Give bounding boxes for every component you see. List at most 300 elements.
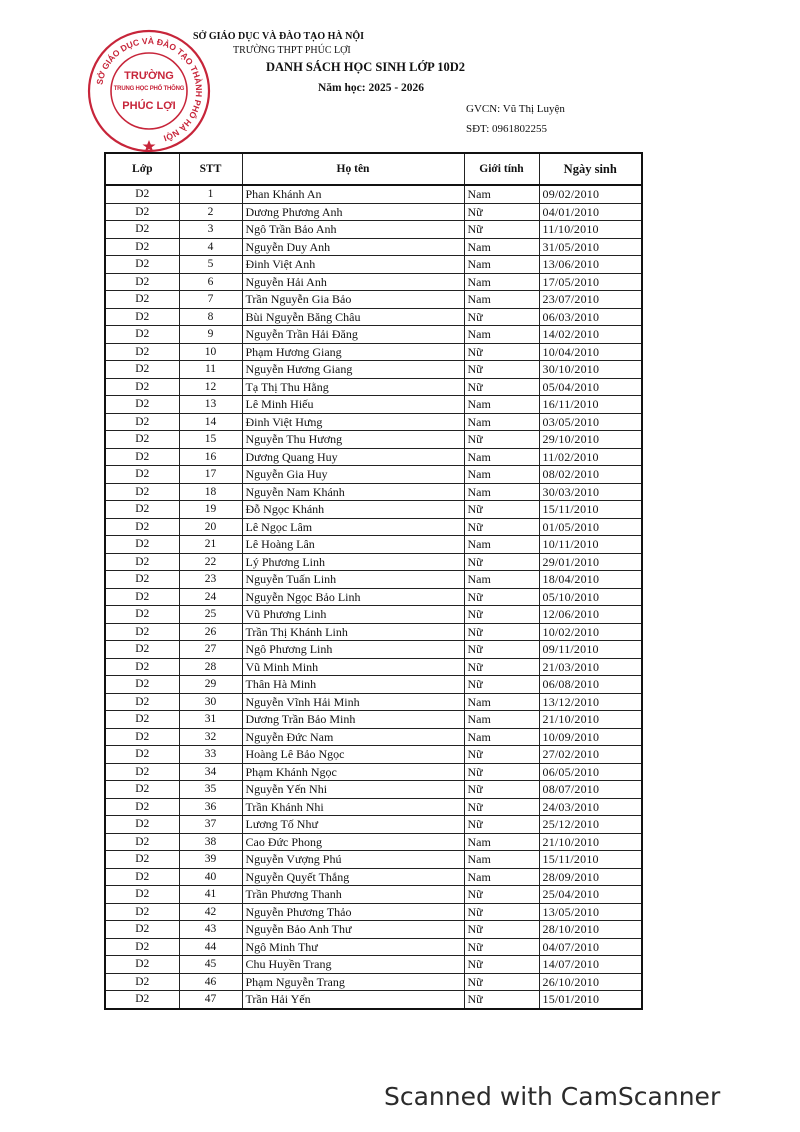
name-cell: Tạ Thị Thu Hằng — [242, 378, 464, 396]
name-cell: Bùi Nguyễn Băng Châu — [242, 308, 464, 326]
class-cell: D2 — [105, 816, 179, 834]
class-cell: D2 — [105, 938, 179, 956]
gender-cell: Nữ — [464, 221, 539, 239]
name-cell: Lương Tố Như — [242, 816, 464, 834]
name-cell: Phạm Khánh Ngọc — [242, 763, 464, 781]
name-cell: Ngô Trần Bảo Anh — [242, 221, 464, 239]
table-row — [105, 641, 642, 659]
table-row — [105, 781, 642, 799]
number-cell: 10 — [179, 343, 242, 361]
table-row — [105, 291, 642, 309]
birthdate-cell: 13/06/2010 — [539, 256, 642, 274]
number-cell: 16 — [179, 448, 242, 466]
table-row — [105, 763, 642, 781]
school-name: TRƯỜNG THPT PHÚC LỢI — [233, 45, 351, 56]
name-cell: Vũ Minh Minh — [242, 658, 464, 676]
name-cell: Nguyễn Vĩnh Hải Minh — [242, 693, 464, 711]
seal-line-3: PHÚC LỢI — [122, 100, 176, 112]
birthdate-cell: 12/06/2010 — [539, 606, 642, 624]
table-row — [105, 536, 642, 554]
table-row — [105, 483, 642, 501]
number-cell: 6 — [179, 273, 242, 291]
name-cell: Nguyễn Nam Khánh — [242, 483, 464, 501]
gender-cell: Nữ — [464, 641, 539, 659]
number-cell: 45 — [179, 956, 242, 974]
birthdate-cell: 17/05/2010 — [539, 273, 642, 291]
number-cell: 40 — [179, 868, 242, 886]
name-cell: Vũ Phương Linh — [242, 606, 464, 624]
gender-cell: Nam — [464, 396, 539, 414]
gender-cell: Nam — [464, 273, 539, 291]
table-row — [105, 273, 642, 291]
number-cell: 35 — [179, 781, 242, 799]
name-cell: Phan Khánh An — [242, 185, 464, 203]
name-cell: Nguyễn Đức Nam — [242, 728, 464, 746]
column-header-birthdate: Ngày sinh — [539, 153, 642, 185]
name-cell: Nguyễn Hương Giang — [242, 361, 464, 379]
gender-cell: Nữ — [464, 623, 539, 641]
birthdate-cell: 28/09/2010 — [539, 868, 642, 886]
name-cell: Trần Thị Khánh Linh — [242, 623, 464, 641]
name-cell: Nguyễn Phương Thảo — [242, 903, 464, 921]
gender-cell: Nữ — [464, 553, 539, 571]
gender-cell: Nữ — [464, 203, 539, 221]
table-row — [105, 816, 642, 834]
gender-cell: Nam — [464, 185, 539, 203]
table-row — [105, 693, 642, 711]
class-cell: D2 — [105, 676, 179, 694]
birthdate-cell: 30/03/2010 — [539, 483, 642, 501]
seal-line-1: TRƯỜNG — [124, 70, 174, 82]
class-cell: D2 — [105, 693, 179, 711]
name-cell: Nguyễn Gia Huy — [242, 466, 464, 484]
class-cell: D2 — [105, 256, 179, 274]
name-cell: Cao Đức Phong — [242, 833, 464, 851]
birthdate-cell: 25/04/2010 — [539, 886, 642, 904]
gender-cell: Nam — [464, 483, 539, 501]
table-header-row — [105, 153, 642, 185]
gender-cell: Nữ — [464, 378, 539, 396]
class-cell: D2 — [105, 326, 179, 344]
number-cell: 22 — [179, 553, 242, 571]
column-header-number: STT — [179, 153, 242, 185]
number-cell: 41 — [179, 886, 242, 904]
class-cell: D2 — [105, 991, 179, 1009]
gender-cell: Nữ — [464, 606, 539, 624]
table-body — [105, 185, 642, 1009]
birthdate-cell: 15/11/2010 — [539, 501, 642, 519]
name-cell: Nguyễn Yến Nhi — [242, 781, 464, 799]
class-cell: D2 — [105, 606, 179, 624]
birthdate-cell: 29/10/2010 — [539, 431, 642, 449]
gender-cell: Nam — [464, 238, 539, 256]
name-cell: Phạm Hương Giang — [242, 343, 464, 361]
gender-cell: Nam — [464, 413, 539, 431]
teacher-phone: SĐT: 0961802255 — [466, 123, 548, 135]
name-cell: Nguyễn Bảo Anh Thư — [242, 921, 464, 939]
gender-cell: Nữ — [464, 973, 539, 991]
class-cell: D2 — [105, 711, 179, 729]
number-cell: 26 — [179, 623, 242, 641]
class-cell: D2 — [105, 536, 179, 554]
class-cell: D2 — [105, 851, 179, 869]
number-cell: 25 — [179, 606, 242, 624]
birthdate-cell: 10/09/2010 — [539, 728, 642, 746]
birthdate-cell: 21/10/2010 — [539, 711, 642, 729]
gender-cell: Nam — [464, 571, 539, 589]
number-cell: 43 — [179, 921, 242, 939]
name-cell: Đinh Việt Hưng — [242, 413, 464, 431]
birthdate-cell: 14/02/2010 — [539, 326, 642, 344]
gender-cell: Nữ — [464, 956, 539, 974]
number-cell: 24 — [179, 588, 242, 606]
name-cell: Ngô Minh Thư — [242, 938, 464, 956]
class-cell: D2 — [105, 396, 179, 414]
class-cell: D2 — [105, 921, 179, 939]
number-cell: 8 — [179, 308, 242, 326]
table-row — [105, 851, 642, 869]
seal-ring-text: SỞ GIÁO DỤC VÀ ĐÀO TẠO THÀNH PHỐ HÀ NỘI — [94, 35, 205, 144]
birthdate-cell: 04/07/2010 — [539, 938, 642, 956]
table-row — [105, 921, 642, 939]
birthdate-cell: 09/02/2010 — [539, 185, 642, 203]
homeroom-teacher: GVCN: Vũ Thị Luyện — [466, 103, 565, 115]
class-cell: D2 — [105, 518, 179, 536]
gender-cell: Nữ — [464, 763, 539, 781]
gender-cell: Nữ — [464, 938, 539, 956]
number-cell: 46 — [179, 973, 242, 991]
birthdate-cell: 30/10/2010 — [539, 361, 642, 379]
document-title: DANH SÁCH HỌC SINH LỚP 10D2 — [266, 60, 465, 74]
birthdate-cell: 09/11/2010 — [539, 641, 642, 659]
name-cell: Thân Hà Minh — [242, 676, 464, 694]
class-cell: D2 — [105, 466, 179, 484]
gender-cell: Nữ — [464, 816, 539, 834]
birthdate-cell: 15/11/2010 — [539, 851, 642, 869]
number-cell: 19 — [179, 501, 242, 519]
number-cell: 32 — [179, 728, 242, 746]
number-cell: 33 — [179, 746, 242, 764]
gender-cell: Nam — [464, 711, 539, 729]
gender-cell: Nữ — [464, 431, 539, 449]
class-cell: D2 — [105, 641, 179, 659]
number-cell: 30 — [179, 693, 242, 711]
table-row — [105, 606, 642, 624]
name-cell: Hoàng Lê Bảo Ngọc — [242, 746, 464, 764]
table-row — [105, 711, 642, 729]
name-cell: Nguyễn Trần Hải Đăng — [242, 326, 464, 344]
table-row — [105, 396, 642, 414]
class-cell: D2 — [105, 238, 179, 256]
class-cell: D2 — [105, 658, 179, 676]
table-row — [105, 361, 642, 379]
name-cell: Nguyễn Vượng Phú — [242, 851, 464, 869]
class-cell: D2 — [105, 571, 179, 589]
class-cell: D2 — [105, 431, 179, 449]
birthdate-cell: 13/12/2010 — [539, 693, 642, 711]
table-row — [105, 501, 642, 519]
school-seal — [86, 28, 212, 154]
name-cell: Dương Trần Bảo Minh — [242, 711, 464, 729]
birthdate-cell: 29/01/2010 — [539, 553, 642, 571]
number-cell: 39 — [179, 851, 242, 869]
class-cell: D2 — [105, 483, 179, 501]
birthdate-cell: 25/12/2010 — [539, 816, 642, 834]
number-cell: 31 — [179, 711, 242, 729]
gender-cell: Nữ — [464, 903, 539, 921]
class-cell: D2 — [105, 798, 179, 816]
birthdate-cell: 26/10/2010 — [539, 973, 642, 991]
birthdate-cell: 01/05/2010 — [539, 518, 642, 536]
table-row — [105, 571, 642, 589]
column-header-gender: Giới tính — [464, 153, 539, 185]
table-row — [105, 518, 642, 536]
birthdate-cell: 11/02/2010 — [539, 448, 642, 466]
birthdate-cell: 21/10/2010 — [539, 833, 642, 851]
birthdate-cell: 06/05/2010 — [539, 763, 642, 781]
number-cell: 2 — [179, 203, 242, 221]
gender-cell: Nam — [464, 536, 539, 554]
gender-cell: Nữ — [464, 501, 539, 519]
name-cell: Đinh Việt Anh — [242, 256, 464, 274]
birthdate-cell: 05/04/2010 — [539, 378, 642, 396]
number-cell: 38 — [179, 833, 242, 851]
class-cell: D2 — [105, 588, 179, 606]
table-row — [105, 623, 642, 641]
number-cell: 21 — [179, 536, 242, 554]
class-cell: D2 — [105, 868, 179, 886]
school-year: Năm học: 2025 - 2026 — [318, 82, 425, 94]
name-cell: Lê Hoàng Lân — [242, 536, 464, 554]
table-row — [105, 658, 642, 676]
column-header-name: Họ tên — [242, 153, 464, 185]
class-cell: D2 — [105, 343, 179, 361]
gender-cell: Nữ — [464, 746, 539, 764]
name-cell: Trần Hải Yến — [242, 991, 464, 1009]
number-cell: 34 — [179, 763, 242, 781]
table-row — [105, 798, 642, 816]
table-row — [105, 991, 642, 1009]
birthdate-cell: 31/05/2010 — [539, 238, 642, 256]
number-cell: 4 — [179, 238, 242, 256]
gender-cell: Nữ — [464, 361, 539, 379]
birthdate-cell: 16/11/2010 — [539, 396, 642, 414]
class-cell: D2 — [105, 203, 179, 221]
table-row — [105, 448, 642, 466]
gender-cell: Nam — [464, 291, 539, 309]
table-row — [105, 308, 642, 326]
gender-cell: Nam — [464, 851, 539, 869]
class-cell: D2 — [105, 185, 179, 203]
gender-cell: Nữ — [464, 991, 539, 1009]
name-cell: Ngô Phương Linh — [242, 641, 464, 659]
gender-cell: Nữ — [464, 886, 539, 904]
table-row — [105, 886, 642, 904]
class-cell: D2 — [105, 903, 179, 921]
table-row — [105, 466, 642, 484]
table-row — [105, 746, 642, 764]
number-cell: 23 — [179, 571, 242, 589]
table-row — [105, 413, 642, 431]
class-cell: D2 — [105, 728, 179, 746]
name-cell: Lê Ngọc Lâm — [242, 518, 464, 536]
birthdate-cell: 04/01/2010 — [539, 203, 642, 221]
table-row — [105, 326, 642, 344]
class-cell: D2 — [105, 308, 179, 326]
number-cell: 29 — [179, 676, 242, 694]
table-row — [105, 868, 642, 886]
gender-cell: Nữ — [464, 658, 539, 676]
number-cell: 44 — [179, 938, 242, 956]
name-cell: Lê Minh Hiếu — [242, 396, 464, 414]
name-cell: Trần Khánh Nhi — [242, 798, 464, 816]
class-cell: D2 — [105, 291, 179, 309]
birthdate-cell: 18/04/2010 — [539, 571, 642, 589]
birthdate-cell: 14/07/2010 — [539, 956, 642, 974]
table-row — [105, 833, 642, 851]
name-cell: Dương Quang Huy — [242, 448, 464, 466]
name-cell: Phạm Nguyễn Trang — [242, 973, 464, 991]
name-cell: Trần Nguyễn Gia Bảo — [242, 291, 464, 309]
birthdate-cell: 05/10/2010 — [539, 588, 642, 606]
number-cell: 17 — [179, 466, 242, 484]
birthdate-cell: 08/02/2010 — [539, 466, 642, 484]
number-cell: 13 — [179, 396, 242, 414]
name-cell: Chu Huyền Trang — [242, 956, 464, 974]
name-cell: Trần Phương Thanh — [242, 886, 464, 904]
class-cell: D2 — [105, 956, 179, 974]
name-cell: Đỗ Ngọc Khánh — [242, 501, 464, 519]
birthdate-cell: 10/04/2010 — [539, 343, 642, 361]
gender-cell: Nam — [464, 833, 539, 851]
table-row — [105, 676, 642, 694]
table-row — [105, 238, 642, 256]
class-cell: D2 — [105, 378, 179, 396]
gender-cell: Nữ — [464, 676, 539, 694]
birthdate-cell: 06/03/2010 — [539, 308, 642, 326]
table-row — [105, 938, 642, 956]
gender-cell: Nữ — [464, 781, 539, 799]
department-name: SỞ GIÁO DỤC VÀ ĐÀO TẠO HÀ NỘI — [193, 31, 365, 42]
number-cell: 1 — [179, 185, 242, 203]
birthdate-cell: 11/10/2010 — [539, 221, 642, 239]
class-cell: D2 — [105, 361, 179, 379]
name-cell: Lý Phương Linh — [242, 553, 464, 571]
gender-cell: Nữ — [464, 921, 539, 939]
gender-cell: Nam — [464, 448, 539, 466]
birthdate-cell: 28/10/2010 — [539, 921, 642, 939]
number-cell: 14 — [179, 413, 242, 431]
gender-cell: Nữ — [464, 343, 539, 361]
number-cell: 28 — [179, 658, 242, 676]
class-cell: D2 — [105, 553, 179, 571]
gender-cell: Nam — [464, 868, 539, 886]
name-cell: Nguyễn Duy Anh — [242, 238, 464, 256]
table-row — [105, 956, 642, 974]
table-row — [105, 903, 642, 921]
number-cell: 27 — [179, 641, 242, 659]
table-row — [105, 256, 642, 274]
class-cell: D2 — [105, 763, 179, 781]
name-cell: Nguyễn Quyết Thắng — [242, 868, 464, 886]
table-row — [105, 185, 642, 203]
name-cell: Nguyễn Thu Hương — [242, 431, 464, 449]
name-cell: Nguyễn Tuấn Linh — [242, 571, 464, 589]
student-roster-table — [104, 152, 643, 1010]
table-row — [105, 343, 642, 361]
name-cell: Nguyễn Ngọc Bảo Linh — [242, 588, 464, 606]
birthdate-cell: 08/07/2010 — [539, 781, 642, 799]
gender-cell: Nam — [464, 256, 539, 274]
number-cell: 12 — [179, 378, 242, 396]
class-cell: D2 — [105, 448, 179, 466]
name-cell: Nguyễn Hải Anh — [242, 273, 464, 291]
gender-cell: Nam — [464, 466, 539, 484]
table-header — [105, 153, 642, 185]
number-cell: 20 — [179, 518, 242, 536]
seal-line-2: TRUNG HỌC PHỔ THÔNG — [113, 86, 185, 92]
table-row — [105, 203, 642, 221]
birthdate-cell: 10/11/2010 — [539, 536, 642, 554]
table-row — [105, 221, 642, 239]
table-row — [105, 553, 642, 571]
birthdate-cell: 15/01/2010 — [539, 991, 642, 1009]
gender-cell: Nữ — [464, 308, 539, 326]
table-row — [105, 973, 642, 991]
birthdate-cell: 23/07/2010 — [539, 291, 642, 309]
class-cell: D2 — [105, 886, 179, 904]
number-cell: 42 — [179, 903, 242, 921]
gender-cell: Nam — [464, 693, 539, 711]
class-cell: D2 — [105, 746, 179, 764]
class-cell: D2 — [105, 221, 179, 239]
number-cell: 11 — [179, 361, 242, 379]
birthdate-cell: 27/02/2010 — [539, 746, 642, 764]
number-cell: 3 — [179, 221, 242, 239]
table-row — [105, 588, 642, 606]
table-row — [105, 378, 642, 396]
number-cell: 7 — [179, 291, 242, 309]
number-cell: 9 — [179, 326, 242, 344]
number-cell: 15 — [179, 431, 242, 449]
class-cell: D2 — [105, 973, 179, 991]
number-cell: 47 — [179, 991, 242, 1009]
number-cell: 36 — [179, 798, 242, 816]
number-cell: 5 — [179, 256, 242, 274]
scanner-watermark: Scanned with CamScanner — [384, 1082, 721, 1111]
column-header-class: Lớp — [105, 153, 179, 185]
gender-cell: Nam — [464, 728, 539, 746]
class-cell: D2 — [105, 623, 179, 641]
birthdate-cell: 13/05/2010 — [539, 903, 642, 921]
birthdate-cell: 10/02/2010 — [539, 623, 642, 641]
class-cell: D2 — [105, 781, 179, 799]
class-cell: D2 — [105, 833, 179, 851]
gender-cell: Nam — [464, 326, 539, 344]
birthdate-cell: 03/05/2010 — [539, 413, 642, 431]
class-cell: D2 — [105, 501, 179, 519]
class-cell: D2 — [105, 413, 179, 431]
birthdate-cell: 21/03/2010 — [539, 658, 642, 676]
birthdate-cell: 06/08/2010 — [539, 676, 642, 694]
table-row — [105, 431, 642, 449]
number-cell: 18 — [179, 483, 242, 501]
number-cell: 37 — [179, 816, 242, 834]
gender-cell: Nữ — [464, 588, 539, 606]
gender-cell: Nữ — [464, 798, 539, 816]
class-cell: D2 — [105, 273, 179, 291]
name-cell: Dương Phương Anh — [242, 203, 464, 221]
